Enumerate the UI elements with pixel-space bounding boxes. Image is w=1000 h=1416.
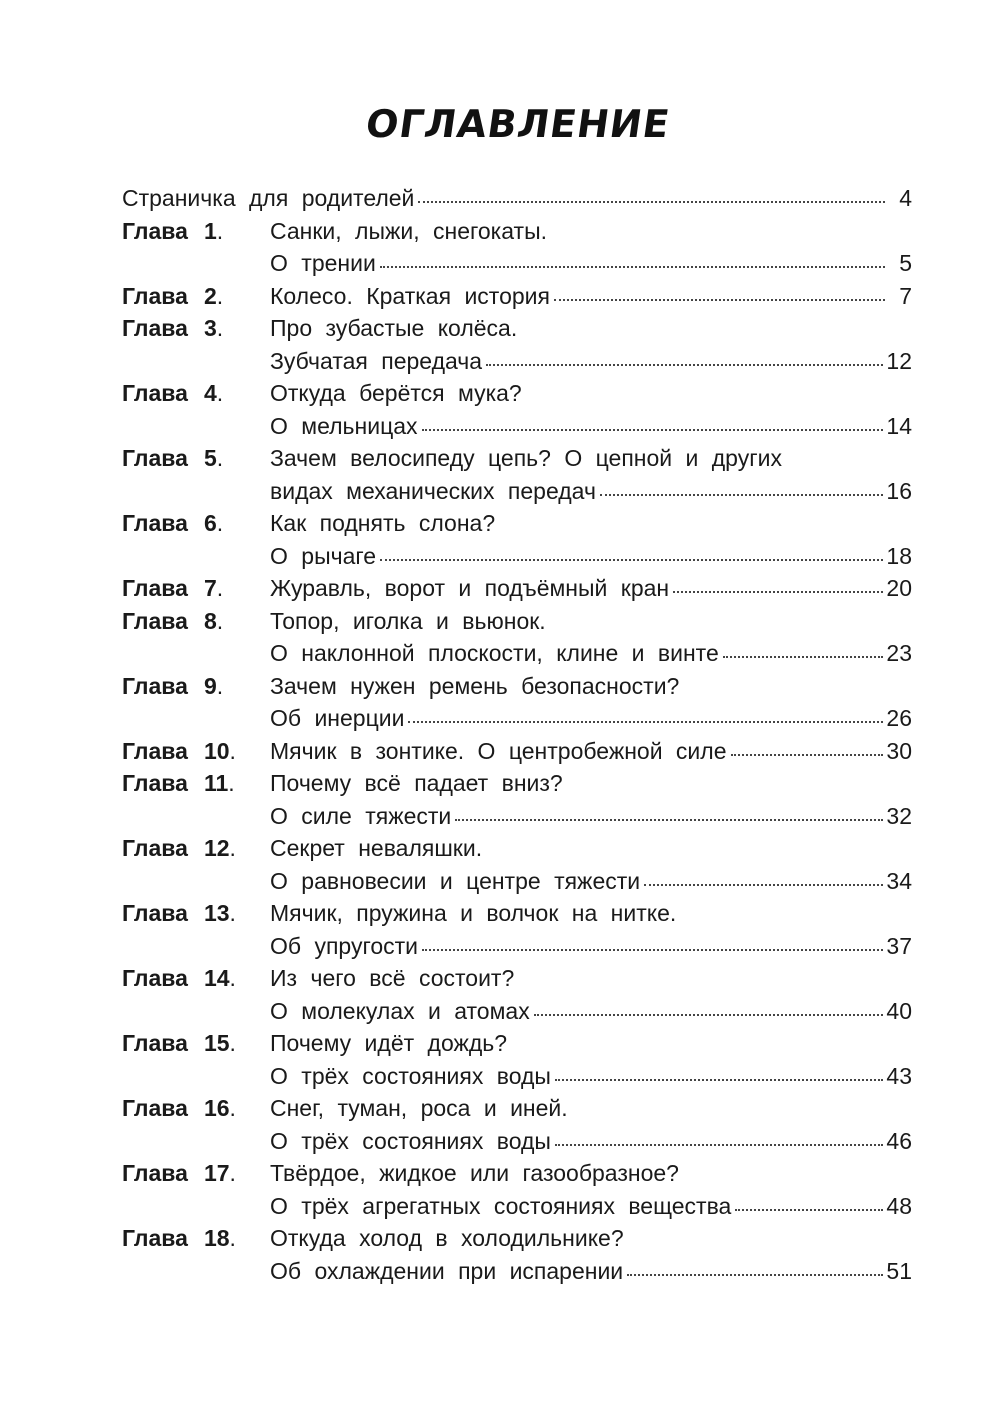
entry-title: Как поднять слона? [270,510,496,536]
toc-row[interactable] [122,215,912,248]
page-title: ОГЛАВЛЕНИЕ [363,102,673,146]
dot-leader [418,200,885,203]
dot-leader [380,558,883,561]
page-number: 46 [886,1127,912,1154]
chapter-word: Глава [122,770,188,796]
chapter-word: Глава [122,510,188,536]
dot-leader [731,753,884,756]
entry-title: Санки, лыжи, снегокаты. [270,217,547,244]
chapter-word: Глава [122,380,188,406]
page-number: 34 [886,867,912,894]
toc-row[interactable] [122,637,912,670]
dot-leader [735,1208,883,1211]
chapter-label: Глава 3. [122,315,224,341]
toc-row[interactable] [122,1157,912,1190]
dot-leader [455,818,883,821]
chapter-word: Глава [122,217,188,244]
page-number: 14 [886,412,912,439]
toc-row[interactable] [122,865,912,898]
chapter-label: Глава 13. [122,900,236,926]
toc-row[interactable] [122,475,912,508]
chapter-word: Глава [122,1160,188,1186]
page-number: 43 [886,1062,912,1089]
chapter-label: Глава 1. [122,217,224,244]
entry-title: Колесо. Краткая история [270,282,550,309]
chapter-label: Глава 18. [122,1225,236,1251]
page-number: 26 [886,705,912,731]
toc-row[interactable] [122,605,912,638]
page-number: 4 [899,185,912,211]
chapter-label: Глава 16. [122,1095,236,1121]
chapter-word: Глава [122,282,188,309]
entry-title: Зачем нужен ремень безопасности? [270,672,680,699]
chapter-word: Глава [122,445,188,471]
chapter-number: 14 [203,965,230,991]
chapter-number: 10 [203,737,230,764]
chapter-label: Глава 7. [122,575,224,601]
chapter-label: Глава 2. [122,282,224,309]
toc-row[interactable] [122,1092,912,1125]
page-number: 16 [886,477,912,504]
toc-row[interactable] [122,670,912,703]
entry-title: Почему всё падает вниз? [270,770,563,796]
toc-row[interactable] [122,897,912,930]
chapter-word: Глава [122,965,188,991]
chapter-label: Глава 15. [122,1030,236,1056]
entry-title: Об упругости [270,932,418,959]
chapter-label: Глава 12. [122,835,236,861]
toc-row[interactable] [122,540,912,573]
entry-title: О трёх состояниях воды [270,1127,551,1154]
chapter-number: 7 [203,575,217,601]
entry-title: Откуда берётся мука? [270,380,522,406]
chapter-label: Глава 6. [122,510,224,536]
toc-row[interactable] [122,1255,912,1288]
entry-title: О рычаге [270,542,377,569]
entry-title: О мельницах [270,412,418,439]
chapter-word: Глава [122,1225,188,1251]
chapter-label: Глава 17. [122,1160,236,1186]
page-number: 20 [886,575,912,601]
page-number: 30 [886,737,912,764]
entry-title: видах механических передач [270,477,596,504]
dot-leader [600,493,883,496]
chapter-number: 12 [203,835,230,861]
chapter-number: 15 [203,1030,230,1056]
chapter-word: Глава [122,900,188,926]
entry-title: О равновесии и центре тяжести [270,867,641,894]
dot-leader [422,948,883,951]
chapter-word: Глава [122,1030,188,1056]
dot-leader [380,265,885,268]
entry-title: О силе тяжести [270,802,452,829]
toc-row[interactable] [122,800,912,833]
entry-title: Зачем велосипеду цепь? О цепной и других [270,445,782,471]
chapter-number: 5 [203,445,217,471]
chapter-number: 8 [203,607,217,634]
dot-leader [627,1273,883,1276]
dot-leader [723,655,884,658]
entry-title: Страничка для родителей [122,185,415,211]
page-number: 5 [899,250,912,276]
entry-title: О трёх агрегатных состояниях вещества [270,1192,732,1219]
entry-title: Секрет неваляшки. [270,835,483,861]
toc-row[interactable] [122,1027,912,1060]
chapter-number: 6 [203,510,217,536]
page-number: 51 [886,1257,912,1284]
chapter-word: Глава [122,672,188,699]
dot-leader [408,720,883,723]
toc-row[interactable] [122,345,912,378]
chapter-number: 17 [203,1160,230,1186]
entry-title: Почему идёт дождь? [270,1030,508,1056]
chapter-word: Глава [122,737,188,764]
toc-row[interactable] [122,442,912,475]
page-number: 48 [886,1192,912,1219]
toc-row[interactable] [122,377,912,410]
entry-title: Мячик, пружина и волчок на нитке. [270,900,677,926]
chapter-number: 1 [203,217,217,244]
entry-title: Топор, иголка и вьюнок. [270,607,546,634]
toc-row[interactable] [122,930,912,963]
entry-title: О трении [270,250,376,276]
table-of-contents [122,182,912,1287]
entry-title: Об инерции [270,705,405,731]
toc-row[interactable] [122,507,912,540]
chapter-word: Глава [122,835,188,861]
toc-row[interactable] [122,410,912,443]
dot-leader [554,298,885,301]
toc-row[interactable] [122,312,912,345]
toc-row[interactable] [122,702,912,735]
entry-title: Снег, туман, роса и иней. [270,1095,568,1121]
chapter-number: 13 [203,900,230,926]
toc-row[interactable] [122,767,912,800]
chapter-word: Глава [122,575,188,601]
chapter-word: Глава [122,315,188,341]
dot-leader [673,590,883,593]
toc-row[interactable] [122,1125,912,1158]
chapter-word: Глава [122,1095,188,1121]
dot-leader [644,883,883,886]
dot-leader [555,1078,883,1081]
toc-row[interactable] [122,735,912,768]
chapter-label: Глава 9. [122,672,224,699]
toc-row[interactable] [122,572,912,605]
entry-title: Журавль, ворот и подъёмный кран [270,575,670,601]
toc-row[interactable] [122,1190,912,1223]
entry-title: О наклонной плоскости, клине и винте [270,640,719,666]
chapter-number: 4 [203,380,217,406]
chapter-label: Глава 4. [122,380,224,406]
entry-title: Мячик в зонтике. О центробежной силе [270,737,727,764]
toc-row[interactable] [122,962,912,995]
chapter-label: Глава 11. [122,770,235,796]
dot-leader [534,1013,884,1016]
page-number: 23 [886,640,912,666]
chapter-word: Глава [122,607,188,634]
dot-leader [555,1143,883,1146]
page-number: 37 [886,932,912,959]
chapter-number: 16 [203,1095,230,1121]
dot-leader [422,428,884,431]
page-number: 7 [899,282,912,309]
page-number: 32 [886,802,912,829]
page-number: 18 [886,542,912,569]
chapter-label: Глава 10. [122,737,236,764]
chapter-label: Глава 8. [122,607,224,634]
entry-title: О молекулах и атомах [270,997,530,1024]
dot-leader [486,363,883,366]
chapter-number: 18 [203,1225,230,1251]
entry-title: Откуда холод в холодильнике? [270,1225,624,1251]
chapter-number: 3 [203,315,217,341]
toc-row[interactable] [122,247,912,280]
entry-title: Зубчатая передача [270,347,483,374]
page-number: 40 [886,997,912,1024]
chapter-number: 9 [203,672,217,699]
toc-row[interactable] [122,995,912,1028]
toc-row[interactable] [122,1222,912,1255]
toc-row[interactable] [122,280,912,313]
chapter-label: Глава 14. [122,965,236,991]
entry-title: Из чего всё состоит? [270,965,515,991]
entry-title: Твёрдое, жидкое или газообразное? [270,1160,679,1186]
page-number: 12 [886,347,912,374]
entry-title: Об охлаждении при испарении [270,1257,624,1284]
chapter-number: 2 [203,282,217,309]
chapter-label: Глава 5. [122,445,224,471]
entry-title: О трёх состояниях воды [270,1062,551,1089]
toc-row[interactable] [122,182,912,215]
entry-title: Про зубастые колёса. [270,315,518,341]
toc-row[interactable] [122,1060,912,1093]
chapter-number: 11 [203,770,229,796]
toc-row[interactable] [122,832,912,865]
